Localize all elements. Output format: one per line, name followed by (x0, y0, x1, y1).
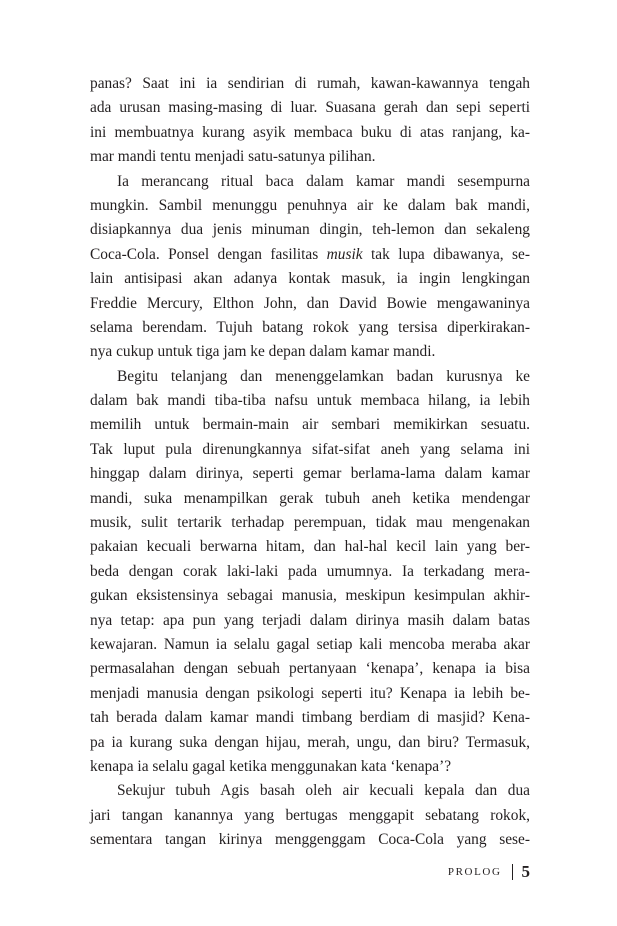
text-line: menjadi manusia dengan psikologi seperti itu? Kenapa ia lebih be- (90, 684, 530, 702)
italic-emphasis: musik (326, 245, 363, 263)
text-line-with-italic: Coca-Cola. Ponsel dengan fasilitas musik tak lupa dibawanya, se- (90, 245, 530, 263)
text-line: nya tetap: apa pun yang terjadi dalam dirinya masih dalam batas (90, 611, 530, 629)
paragraph-4 (90, 779, 530, 852)
text-line: Ia merancang ritual baca dalam kamar mandi sesempurna (117, 172, 530, 190)
text-line: dalam bak mandi tiba-tiba nafsu untuk membaca hilang, ia lebih (90, 392, 530, 410)
book-page-body (90, 72, 530, 853)
text-line: gukan eksistensinya sebagai manusia, meskipun kesimpulan akhir- (90, 587, 530, 605)
text-line: kewajaran. Namun ia selalu gagal setiap kali mencoba meraba akar (90, 635, 530, 653)
footer-divider (512, 864, 513, 880)
text-line: disiapkannya dua jenis minuman dingin, teh-lemon dan sekaleng (90, 221, 530, 239)
text-line: hinggap dalam dirinya, seperti gemar berlama-lama dalam kamar (90, 465, 530, 483)
paragraph-3 (90, 365, 530, 780)
text-line: musik, sulit tertarik terhadap perempuan, tidak mau mengenakan (90, 514, 530, 532)
text-line: selama berendam. Tujuh batang rokok yang tersisa diperkirakan- (90, 318, 530, 336)
text-line: memilih untuk bermain-main air sembari memikirkan sesuatu. (90, 416, 530, 434)
text-line: pakaian kecuali berwarna hitam, dan hal-hal kecil lain yang ber- (90, 538, 530, 556)
text-line: ada urusan masing-masing di luar. Suasana gerah dan sepi seperti (90, 99, 530, 117)
text-line: Freddie Mercury, Elthon John, dan David Bowie mengawaninya (90, 294, 530, 312)
text-line: permasalahan dengan sebuah pertanyaan ‘kenapa’, kenapa ia bisa (90, 660, 530, 678)
text-line: beda dengan corak laki-laki pada umumnya. Ia terkadang mera- (90, 562, 530, 580)
text-line: ini membuatnya kurang asyik membaca buku di atas ranjang, ka- (90, 123, 530, 141)
text-line: pa ia kurang suka dengan hijau, merah, ungu, dan biru? Termasuk, (90, 733, 530, 751)
text-line: kenapa ia selalu gagal ketika menggunakan kata ‘kenapa’? (90, 757, 452, 775)
text-line: panas? Saat ini ia sendirian di rumah, kawan-kawannya tengah (90, 75, 530, 92)
text-line: mungkin. Sambil menunggu penuhnya air ke dalam bak mandi, (90, 196, 530, 214)
page-footer (420, 862, 530, 882)
text-line: nya cukup untuk tiga jam ke depan dalam kamar mandi. (90, 343, 436, 361)
text-line: sementara tangan kirinya menggenggam Coca-Cola yang sese- (90, 831, 530, 849)
paragraph-2 (90, 170, 530, 365)
text-line: mandi, suka menampilkan gerak tubuh aneh ketika mendengar (90, 489, 530, 507)
text-line: lain antisipasi akan adanya kontak masuk, ia ingin lengkingan (90, 270, 530, 288)
running-head: PROLOG (447, 866, 502, 878)
text-line: Begitu telanjang dan menenggelamkan badan kurusnya ke (117, 367, 530, 385)
text-line: jari tangan kanannya yang bertugas menggapit sebatang rokok, (90, 806, 530, 824)
text-line: Sekujur tubuh Agis basah oleh air kecuali kepala dan dua (117, 782, 530, 800)
paragraph-1 (90, 72, 530, 170)
text-line: Tak luput pula direnungkannya sifat-sifat aneh yang selama ini (90, 440, 530, 458)
text-line: tah berada dalam kamar mandi timbang berdiam di masjid? Kena- (90, 709, 530, 727)
page-number: 5 (521, 862, 530, 881)
text-line: mar mandi tentu menjadi satu-satunya pilihan. (90, 148, 376, 166)
